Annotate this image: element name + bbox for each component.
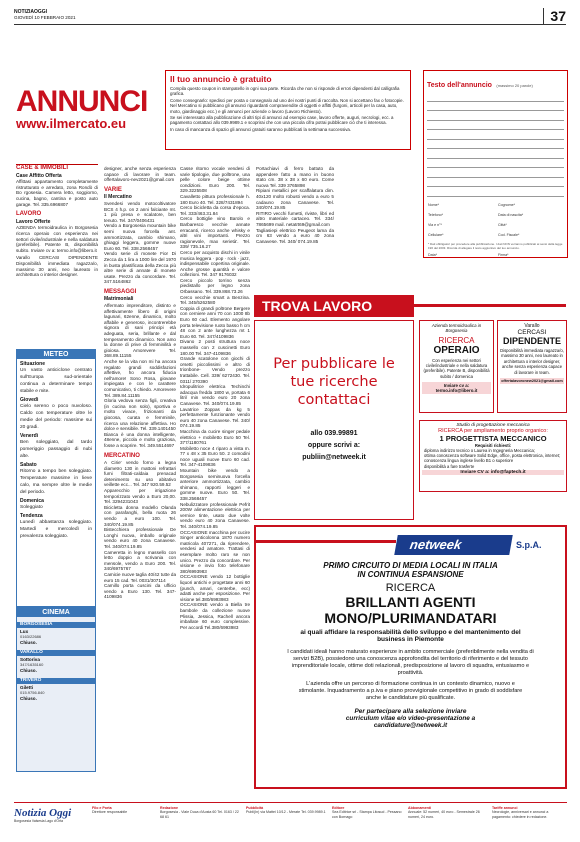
ad-cv[interactable]: Inviare CV a: info@faptech.it <box>422 470 564 475</box>
cinema-phone: 0163/22686 <box>20 634 42 639</box>
ad-text: Mountain bike vendo a Borgosesia seminuova forcella anteriore ammortizzata, cambio shimano, rapporti leggeri e gomme nuove. Euro 50. Tel. 338.2568457 <box>180 468 250 502</box>
free-ad-p4: In caso di mancanza di spazio gli annunci gratuiti saranno pubblicati la settimana successiva. <box>170 126 352 132</box>
meteo-day: Situazione <box>20 361 46 367</box>
netweek-email[interactable]: candidature@netweek.it <box>373 722 448 729</box>
ad-text: Divano 2 posti struttura noce massello con 2 cuscinetti Euro 180.00 Tel. 347-4109836 <box>180 339 250 356</box>
footer-text: Annuale: 52 numeri, 40 euro - Semestrale 26 numeri, 24 euro. <box>408 810 480 819</box>
ad-text: OCCASIONE vendo 12 bottiglie liquori antichi e progettate anni 60 (punch, amari, centerbe, ecc) adatti anche per esposizione. Per visione tel.380/6993983 <box>180 574 250 602</box>
lavoro-subheading: Lavoro Offerte <box>16 218 51 225</box>
meteo-day: Venerdì <box>20 433 39 439</box>
ad-text: Apparecchio per irrigazione temporizzato vendo a Euro 20,00. Tel. 3294231043 <box>104 488 176 505</box>
ad-text: Cavalletto pittura professionale h. 180 Euro 40. Tel. 328/7431894 <box>180 193 250 205</box>
trova-lavoro-heading: TROVA LAVORO <box>254 295 414 317</box>
trova-lavoro-rule <box>414 304 566 307</box>
cinema-title: CINEMA <box>17 608 95 617</box>
lavoro-heading: LAVORO <box>16 211 42 218</box>
ad-intro: Azienda termoidraulica in Borgosesia <box>431 323 482 333</box>
ad-text: Tagliasiepi elettrico Peugeot lama da cm 63 vendo a euro 40 zona Canavese. Tel. 340/ 074.19.85 <box>256 227 334 244</box>
messaggi-heading: MESSAGGI <box>104 288 137 295</box>
coupon-form <box>423 70 568 258</box>
footer <box>14 802 567 842</box>
footer-text: Sea Editrice srl - Stampa Litosud - Pessano con Bornago <box>332 810 402 819</box>
section-title: ANNUNCI <box>16 85 148 118</box>
varie-subheading: Il Mercatino <box>104 194 132 201</box>
footer-text: Direttore responsabile <box>92 810 128 815</box>
netweek-cta1: Per partecipare alla selezione inviare <box>354 708 467 715</box>
coupon-title: Testo dell'annuncio <box>427 82 492 89</box>
field-data-nascita[interactable]: Data di nascita* <box>498 213 524 217</box>
footer-heading: Editore <box>332 806 345 810</box>
netweek-logo: netweek <box>394 535 513 555</box>
cinema-name: Sottoriva <box>20 657 40 662</box>
ad-text: Anche se la vita non mi ha ancora regalato grandi soddisfazioni affettive, ho ancora fiducia nell'amore! Sono Rosa, giovane impiegata e con le carattere comunicativo, ti chiedo. Amorevere Tel. 389.84.11155 <box>104 359 176 398</box>
ad-role: OPERAIO <box>433 345 480 356</box>
ad-text: Cerco per acquisto dischi in vinile musica leggera · pop · rock · jazz, indispensabile copertina originale. Anche grosse quantità e valore collezioni. Tel. 347 9176032 <box>180 249 250 278</box>
ad-text: OCCASIONE macchina per cucire Singer anticolonna 1870 numero matricola 407271, da riprendere, vendesi ad amatore. Trattasi di esemplare molto raro se non unico. Prezzo da concordare. Per visione e invio foto telefonare 380/6993983 <box>180 529 250 574</box>
netweek-p2: L'azienda offre un percorso di formazione continua in un contesto dinamico, nuovo e stimolante. Inquadramento a p.iva e piano provvigionale competitivo in grado di soddisfare anche le candidature più qualificate. <box>298 681 523 701</box>
footer-text: Necrologie, anniversari e annunci a pagamento: chiedere in redazione. <box>492 810 549 819</box>
ad-city: Varallo <box>524 323 540 329</box>
coupon-line[interactable] <box>427 139 564 140</box>
ad-text: Coppia di grandi poltrone Bergere con cerniere anni 70 con 1000 8b Euro 60 cad. Elemento angolare porta televisione ruoto basso h cm 48 con 2 ante lunghezza mt 1 Euro 60. Tel. 347/4109836 <box>180 305 250 339</box>
meteo-text: Ben soleggiato, dal tardo pomeriggio passaggio di nubi alte. <box>20 440 92 459</box>
ad-text: Cerco bottiglie vino Barolo e Barbaresco vecchie annate erracanti, ricerco anche whisky e altri vini importanti. Prezzo ragionevole, max serietà'. Tel. 339/ 735.16.27 <box>180 216 250 250</box>
ad-req: diploma indirizzo tecnico o Laurea in Ingegneria Meccanica; <box>424 448 536 453</box>
ad-text: Vendo a Borgosesia mountain bike semi nuova forcella ant. ammortizzata, cambio shimano, ghiaggi leggera, gomme nuove Euro 60. Tel. 338.2568457 <box>104 223 176 251</box>
cinema-box <box>16 607 96 772</box>
ad-text: Con esperienza nei settori civile/industriale e nella saldatura (preferibile). Patente B, disponibilità subito / domenica <box>423 358 490 379</box>
lavoro-ad: AZIENDA termoidraulica in Borgosesia ricerca operaio con esperienza nei settori civile/industriale e nella saldatura (preferibile). Patente B, disponibilità subito. Inviare cv a: termo.info@libero.it <box>16 225 98 253</box>
footer-heading: Abbonamenti <box>408 806 431 810</box>
column-2 <box>104 166 176 796</box>
publish-slogan: Per pubblicare le tue ricerche contattaci <box>273 356 395 408</box>
field-nome[interactable]: Nome* <box>428 203 439 207</box>
ad-role: 1 PROGETTISTA MECCANICO <box>439 434 547 443</box>
ad-text: Disponibilità immediata ragazza/o, massimo 30 anni, neo laureato in architettura o interior designer, anche senza esperienza capace di lavorare in team. <box>500 348 564 375</box>
ad-text: Casse ritorno vocale vendesi di varie tipologie, due polltrone, una pelle colore beige ottime condizioni. Euro 200. Tel. 329.3225508 <box>180 166 250 194</box>
netweek-p1: I candidati ideali hanno maturato esperienze in ambito commerciale (preferibilmente nella vendita di servizi B2B), possiedono una conoscenza approfondita del territorio di riferimento e del tessuto imprenditoriale locale, ottime doti relazionali, predisposizione al lavoro di squadra, entusiasmo e proattività. <box>287 649 534 676</box>
issue-date: GIOVEDÌ 10 FEBBRAIO 2021 <box>14 15 76 20</box>
netweek-line2: IN CONTINUA ESPANSIONE <box>357 570 464 579</box>
column-1 <box>16 166 98 278</box>
footer-heading: Redazione <box>160 806 178 810</box>
netweek-role2: MONO/PLURIMANDATARI <box>324 610 497 626</box>
column-4 <box>256 166 414 291</box>
ad-text: Portachiavi di ferro battuto da appendere fatto a mano in buono stato cm. 38 x 38 x 60 euro. Come nuova Tel. 339 3765898 <box>256 166 334 188</box>
meteo-text: Cielo sereno o poco nuvoloso. Caldo con temperature oltre le medie del periodo: massime sui 20 gradi. <box>20 404 92 430</box>
ad-text: designer, anche senza esperienza capace di lavorare in team. offertalavoro-nev2021@gmail.com <box>104 166 176 183</box>
meteo-title: METEO <box>17 350 95 359</box>
meteo-text: Un vasto anticiclone centrato sull'Europa sud-orientale continua a determinare tempo stabile e mite. <box>20 368 92 394</box>
ad-text: Gloria vedova senza figli, creativa (in cucina non solo), sportiva e molto vivace, frizionanti da giocosa, curata e femminile, ricerca una relazione affettiva. Ho dolce e sensibile. Tel. 339.1401450 <box>104 398 176 432</box>
ad-text: Camicie nuove taglia 40/42 tutte da euro 15 cad. Tel. 0031/307114 <box>104 571 176 583</box>
ad-text: Grande scatolone con giochi di orsetti piccolissimi e altro di trionbone- Vendo prezzo trattabile. Cell. 339/ 6272430. Tel. 0311/ 270390 <box>180 356 250 384</box>
ad-text: Macchina da cucire singer pedale elettrico + mobiletto Euro 50 Tel. 377/1180761 <box>180 428 250 446</box>
ad-text: Nebulizzatore professionale Pefrit 200W alimentazione elettrica per vernice tinte, usato due volte vendo euro 40 zona Canavese. Tel. 340/074.19.85 <box>180 501 250 529</box>
field-firma[interactable]: Firma* <box>498 253 509 257</box>
ad-text: Camillo porta cuscini da ufficio vendo a Euro 130. Tel. 347-4109836 <box>104 583 176 600</box>
netweek-spa: S.p.A. <box>516 540 542 550</box>
ad-req: conoscenza lingua inglese livello B1 o superiore <box>424 458 514 464</box>
lavoro-ad-2: Varallo CERCASI DIPENDENTE Disponibilità immediata ragazza/o, massimo 30 anni, neo laureato in architettura o interior designer. <box>16 255 98 278</box>
ad-text: Bianca è una donna intelligente, 48enne, piccola e molto graziosa, fosse a scoprire. Tel. 349.5514697 <box>104 431 176 448</box>
ad-ricerca: RICERCA per ampliamento proprio organico: <box>438 428 548 434</box>
free-ad-box <box>165 70 411 150</box>
meteo-day: Sabato <box>20 462 37 468</box>
case-ad: Affittasi appartamento completamente ristrutturato e arredato, zona Rondò di Bo rgosesia. Camera letto, soggiorno, cucina, bagno, cantina e posto auto garage. Tel. 335.6966807 <box>16 179 98 207</box>
ad-text: RITIRO vecchi fumetti, riviste, libri ed altro materiale cartaceo. Tel. 334/ 7865699 mail. netatrt69@gmail.com <box>256 210 334 227</box>
ad-email[interactable]: termo.info@libero.it <box>435 387 478 393</box>
messaggi-subheading: Matrimoniali <box>104 296 134 303</box>
netweek-bar <box>256 533 565 552</box>
column-3 <box>180 166 250 796</box>
netweek-tasks: ai quali affidare la responsabilità dello sviluppo e del mantenimento del business in Piemonte <box>300 629 521 643</box>
ad-text: Vendo serie di monete Fior Di Zecca da 1 lira a 1000 lire del 1970 in busta plastificata della Zecca più altre serie di annate di monete usate. Prezzo da concordare. Tel. 347.5164862 <box>104 251 176 285</box>
meteo-text: Soleggiato <box>20 505 43 510</box>
cinema-status: Chiuso. <box>20 668 37 673</box>
cinema-status: Chiuso. <box>20 640 37 645</box>
footer-heading: Filo e Porta <box>92 806 112 810</box>
coupon-line[interactable] <box>427 148 564 149</box>
netweek-cta2: curriculum vitae e/o video-presentazione a <box>345 715 476 722</box>
footer-text: Publi(In) via Mattei 10/12 - Merate Tel. 039.9989.1 <box>246 810 326 815</box>
publish-email[interactable]: publiin@netweek.it <box>302 454 366 461</box>
ad-text: Bicicletta donna modello Olanda con parafanghi, bella ruota 26 vendo a euro 100. Tel. 340/074.19.85 <box>104 504 176 527</box>
cinema-name: Giletti <box>20 685 34 690</box>
ad-cv-label: Inviare cv a: <box>443 382 470 388</box>
footer-logo: Notizia Oggi <box>14 807 72 819</box>
ad-text: Mobiletto noce 4 riparo a vista m. 77 x 48 x 35 Euro 50. 2 comodini noce uguali nuove Euro 60 cad. Tel. 347-4109836 <box>180 445 250 468</box>
ad-cercasi: CERCASI <box>517 329 547 336</box>
ad-text: Ripiani metallici per scaffalatura dim. 40x120 molto robusti vendo a euro 5 cadauno zona Canavese. Tel. 340/074.19.85 <box>256 188 334 211</box>
coupon-line[interactable] <box>427 196 564 197</box>
website-link[interactable]: www.ilmercato.eu <box>16 116 127 131</box>
ad-role: DIPENDENTE <box>502 336 561 346</box>
publish-box <box>254 320 414 520</box>
coupon-line[interactable] <box>427 120 564 121</box>
cinema-city: TRIVERO <box>17 678 95 684</box>
cinema-status: Chiuso. <box>20 696 37 701</box>
field-via[interactable]: Via e n°* <box>428 223 442 227</box>
ad-text: A Cirie' vendo forno a legna diametro 130 in mattoni refrattari fumi filtrati-caldaia prenacad detenimento su uso abitativo veillette ecc... Tel. 347 920.59.52 <box>104 460 176 488</box>
coupon-line[interactable] <box>427 129 564 130</box>
meteo-text: Lunedì abbastanza soleggiato. Martedì e mercoledì in prevalenza soleggiato. <box>20 520 92 539</box>
free-ad-p3: Se sei interessato alla pubblicazione di altri tipi di annunci ad esempio case, lavoro offerte, auguri, necrologi, ecc. a pagamento contattaci allo 039.9989.1 e scoprirai che con una piccola cifra potrai pubblicare ciò che ti interessa. <box>170 115 394 126</box>
coupon-line[interactable] <box>427 186 564 187</box>
ad-text: Cameretta in legno massello con letto doppio a scrivania con mensole, vendo a Euro 200. Tel. 340/6975767 <box>104 549 176 572</box>
coupon-line[interactable] <box>427 101 564 102</box>
ad-text: Cerco vecchie smart a Benzina. Tel. 345/5262580 <box>180 294 250 306</box>
field-citta[interactable]: Città* <box>498 223 507 227</box>
publish-phone: allo 039.99891 <box>310 430 358 437</box>
meteo-day: Giovedì <box>20 397 39 403</box>
ad-req: disponibilità a fare trasferte <box>424 463 475 469</box>
varie-heading: VARIE <box>104 186 122 193</box>
footer-heading: Pubblicità <box>246 806 264 810</box>
meteo-text: Ritorno a tempo ben soleggiato. Temperature massime in lieve calo, ma sempre oltre le medie del periodo. <box>20 469 92 495</box>
coupon-line[interactable] <box>427 177 564 178</box>
ad-ricerca: RICERCA <box>438 336 475 345</box>
ad-text: Idropulitrice elettrica Techinchi adacqua fredda 1800 w, portata 6 litri/ min vendo euro 20 zona Canavese. Tel. 340/074.19.85 <box>180 384 250 406</box>
ad-text: Affermato imprenditore, distinto e affettivamente libero di origini lagunari, 62enne, dinamico, molto affabile e generoso, incontrerebbe signora di sani principi età adeguata, seria, brillante e dal temperamento dinamico. Non amo la donne di prive di femminilità e gioiosa. Amorevere Tel. 368.89.11155 <box>104 303 176 359</box>
case-subheading: Case Affitto Offerta <box>16 172 62 179</box>
ad-text: Svendesi vendo motocoltivatore BCS 4 h.p. on 2 anni falciante mt. 1 più presa e scalatore, ben tenuto. Tel. 347/0406431 <box>104 200 176 223</box>
field-cognome[interactable]: Cognome* <box>498 203 515 207</box>
cinema-city: VARALLO <box>17 650 95 656</box>
ad-text: Cerco bicicletta da corsa d'epoca. Tel. 333/463.31.84 <box>180 205 250 216</box>
mercatino-heading: MERCATINO <box>104 452 140 459</box>
ad-req-label: Requisiti richiesti: <box>474 443 512 448</box>
free-ad-title: Il tuo annuncio è gratuito <box>170 74 272 84</box>
meteo-day: Tendenza <box>20 513 43 519</box>
meteo-box <box>16 349 96 607</box>
netweek-ricerca: RICERCA <box>385 582 436 594</box>
field-data[interactable]: Data* <box>428 253 437 257</box>
coupon-subtitle: (massimo 20 parole) <box>496 83 533 88</box>
publish-email-label: oppure scrivi a: <box>307 442 361 449</box>
field-telefono[interactable]: Telefono* <box>428 213 443 217</box>
ad-intro: Studio di progettazione meccanica <box>456 423 530 428</box>
field-cellulare[interactable]: Cellulare* <box>428 233 444 237</box>
ad-email[interactable]: offertalavoronew2021@gmail.com <box>501 379 563 384</box>
ad-text: OCCASIONE vendo a Biella tre bambole da collezione nuove Plissia, Jessica, Rachell ancora imballate 60 euro complessive. Per accordi Tel.380/6993983 <box>180 602 250 630</box>
coupon-line[interactable] <box>427 110 564 111</box>
cinema-name: Lux <box>20 629 29 634</box>
newspaper-name: NOTIZIAOGGI <box>14 9 48 15</box>
header-divider <box>14 24 566 25</box>
netweek-role1: BRILLANTI AGENTI <box>345 594 476 610</box>
cinema-city: BORGOSESIA <box>17 622 95 628</box>
field-cod-fiscale[interactable]: Cod. Fiscale* <box>498 233 520 237</box>
page-number: 37 <box>543 8 566 24</box>
coupon-note: * Dati obbligatori per procedere alla pubblicazione. I dati NON verranno pubblicati ai sensi della legge 196 del 2003. Ricorda di allegare il testo aggiuntivo del tuo annuncio. <box>428 242 563 250</box>
footer-heading: Tariffe annunci <box>492 806 518 810</box>
cinema-phone: 015.9756.840 <box>20 690 45 695</box>
ad-req: ottima conoscenza software Solid Edge, office, posta elettronica, internet; <box>424 453 561 459</box>
netweek-ad <box>254 525 567 789</box>
meteo-day: Domenica <box>20 498 44 504</box>
footer-logo-sub: Borgosesia Valsesia Lago d'Orta <box>14 819 64 823</box>
netweek-line1: PRIMO CIRCUITO DI MEDIA LOCALI IN ITALIA <box>323 561 498 570</box>
ad-text: Cerco piccolo torrino senza piedistallo per legno zona Orbassano. Tel. 339.868.73.26 <box>180 277 250 295</box>
ad-meccanico <box>419 420 567 492</box>
footer-text: Borgosesia - Viale Duca d'Aosta 60 Tel. 0163 / 22 68 61 <box>160 810 239 819</box>
coupon-line[interactable] <box>427 158 564 159</box>
cinema-phone: 347/1635160 <box>20 662 44 667</box>
page-header <box>14 8 566 48</box>
free-ad-p2: Come consegnarlo: spedisci per posta o consegnalo ad uno dei nostri punti di raccolta. Non si accettano fax o fotocopie. Nel Mercatino si pubblicano gli annunci riguardanti compravendite di oggetti e affitti (furgoni, articoli per la casa, auto, moto, giardinaggio ecc.) e gli annunci per aziende o lavoro (Lavoro Richiesto). <box>170 97 404 114</box>
free-ad-p1: Compila questo coupon in stampatello in ogni sua parte. Ricorda che non si risponde di errori dipendenti dal calligrafia grafica. <box>170 86 400 97</box>
ad-operaio <box>419 320 494 413</box>
case-heading: CASE & IMMOBILI <box>16 165 68 171</box>
coupon-line[interactable] <box>427 167 564 168</box>
ad-text: Lavatrice Zoppas da kg 5 perfettamente funzionante vendo euro 40 zona Canavese. Tel. 340/ 074.19.85 <box>180 406 250 429</box>
ad-dipendente <box>497 320 567 413</box>
ad-text: Bistecchiera professionale De Longhi nuova, imballo originale vendo euro 40 zona Canavese. Tel. 340/074.19.85 <box>104 527 176 549</box>
